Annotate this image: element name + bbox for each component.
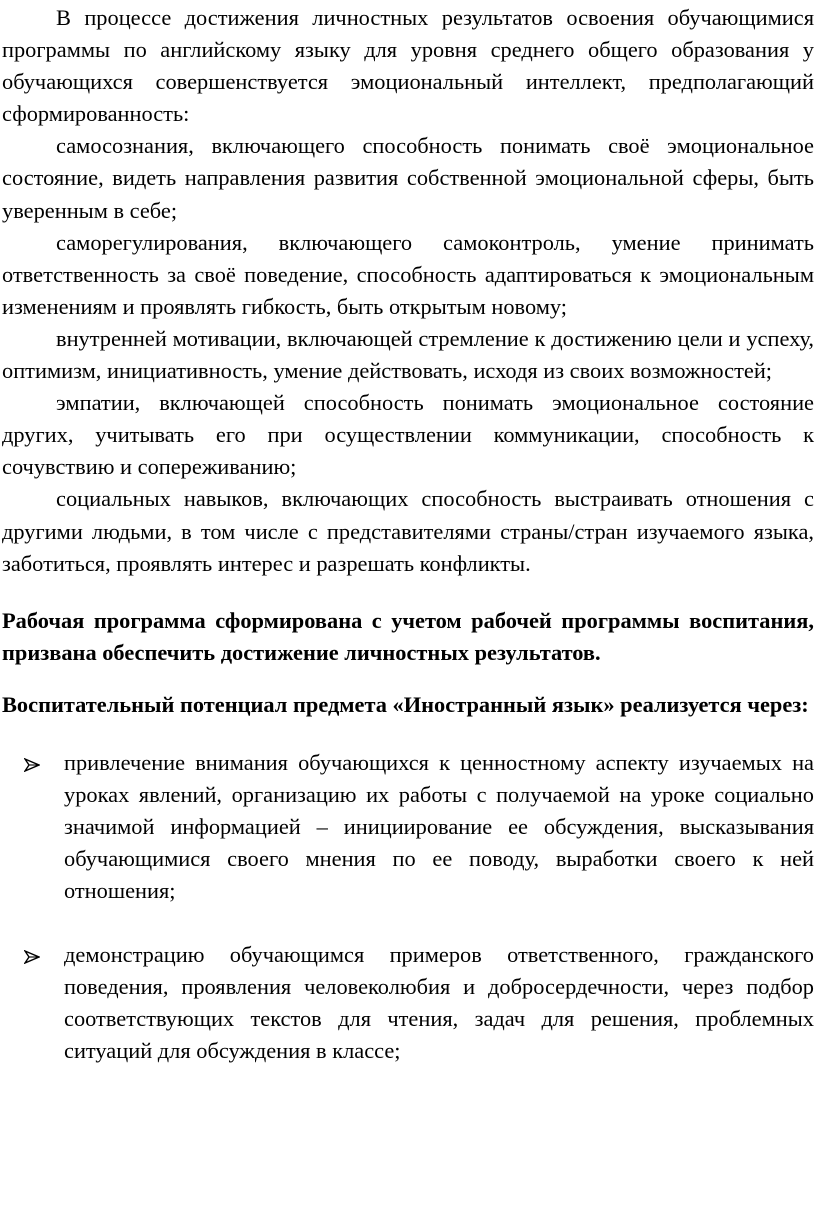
paragraph-intro: В процессе достижения личностных результатов освоения обучающимися программы по английскому языку для уровня среднего общего образования у обучающихся совершенствуется эмоциональный интеллект, предполагающий сформированность: bbox=[2, 5, 814, 127]
bullet-list bbox=[2, 747, 814, 1068]
paragraph-self-awareness: самосознания, включающего способность понимать своё эмоциональное состояние, видеть направления развития собственной эмоциональной сферы, быть уверенным в себе; bbox=[2, 133, 814, 223]
heading-work-program: Рабочая программа сформирована с учетом рабочей программы воспитания, призвана обеспечить достижение личностных результатов. bbox=[2, 607, 814, 665]
paragraph-internal-motivation: внутренней мотивации, включающей стремление к достижению цели и успеху, оптимизм, инициативность, умение действовать, исходя из своих возможностей; bbox=[2, 325, 814, 384]
heading-educational-potential: Воспитательный потенциал предмета «Иностранный язык» реализуется через: bbox=[2, 692, 809, 718]
paragraph-empathy: эмпатии, включающей способность понимать эмоциональное состояние других, учитывать его при осуществлении коммуникации, способность к сочувствию и сопереживанию; bbox=[2, 390, 814, 480]
bullet-item bbox=[2, 747, 814, 907]
paragraph-self-regulation: саморегулирования, включающего самоконтроль, умение принимать ответственность за своё поведение, способность адаптироваться к эмоциональным изменениям и проявлять гибкость, быть открытым новому; bbox=[2, 229, 814, 319]
arrowhead-bullet-icon bbox=[24, 950, 40, 964]
bullet-item bbox=[2, 939, 814, 1067]
bullet-text: привлечение внимания обучающихся к ценностному аспекту изучаемых на уроках явлений, организацию их работы с получаемой на уроке социально значимой информацией – инициирование ее обсуждения, высказывания обучающимися своего мнения по ее поводу, выработки своего к ней отношения; bbox=[64, 749, 814, 903]
bullet-text: демонстрацию обучающимся примеров ответственного, гражданского поведения, проявления человеколюбия и добросердечности, через подбор соответствующих текстов для чтения, задач для решения, проблемных ситуаций для обсуждения в классе; bbox=[64, 942, 814, 1064]
paragraph-social-skills: социальных навыков, включающих способность выстраивать отношения с другими людьми, в том числе с представителями страны/стран изучаемого языка, заботиться, проявлять интерес и разрешать конфликты. bbox=[2, 486, 814, 576]
arrowhead-bullet-icon bbox=[24, 758, 40, 772]
